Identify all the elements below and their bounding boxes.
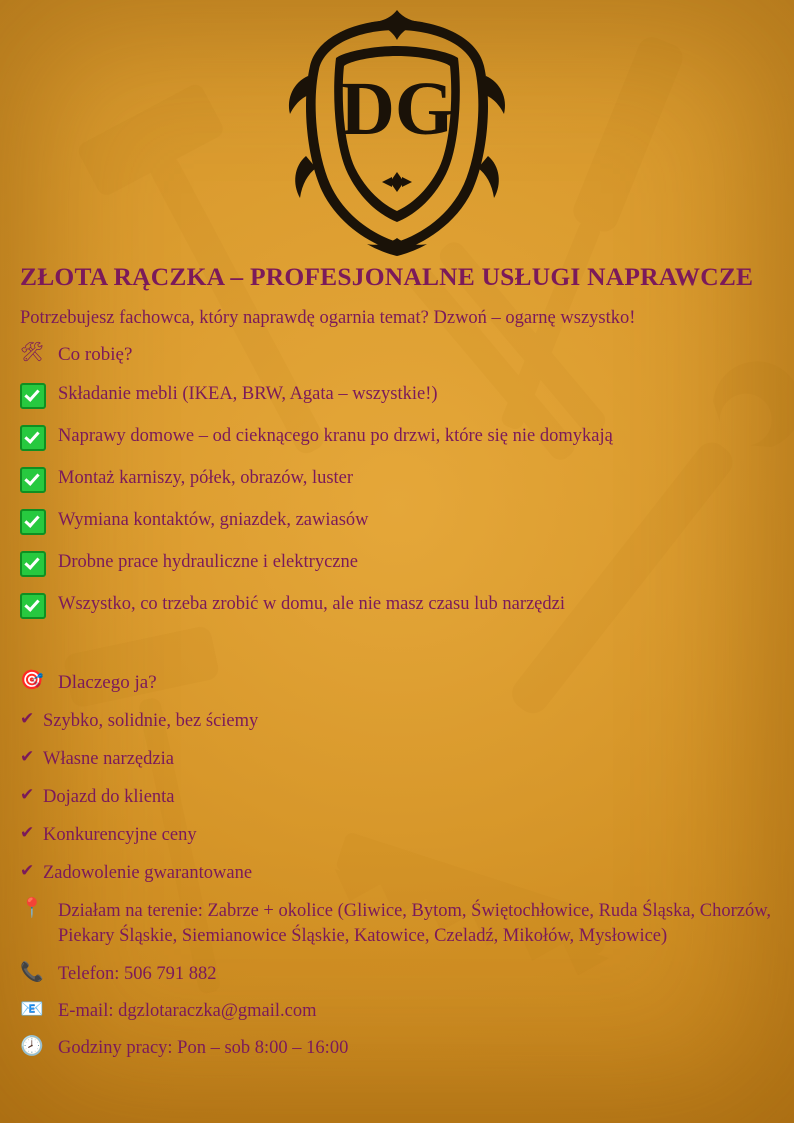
tick-icon: ✔ [20, 784, 35, 804]
service-area-label: Działam na terenie: Zabrze + okolice (Gliwice, Bytom, Świętochłowice, Ruda Śląska, Chorzów, Piekary Śląskie, Siemianowice Śląskie, Katowice, Czeladź, Mikołów, Mysłowice) [58, 901, 772, 947]
why-item-label: Szybko, solidnie, bez ściemy [43, 710, 259, 731]
tick-icon: ✔ [20, 708, 35, 728]
service-item [20, 509, 774, 535]
email-icon: 📧 [20, 998, 44, 1021]
why-item-label: Dojazd do klienta [43, 786, 175, 807]
dg-crest-logo [262, 6, 532, 256]
why-heading-label: Dlaczego ja? [58, 671, 157, 693]
why-item [20, 748, 774, 771]
why-item-label: Konkurencyjne ceny [43, 824, 197, 845]
check-icon [20, 551, 50, 577]
dart-icon: 🎯 [20, 668, 44, 691]
logo-monogram: DG [340, 67, 454, 151]
email-label[interactable]: E-mail: dgzlotaraczka@gmail.com [58, 1001, 317, 1022]
tools-icon: 🛠 [20, 341, 45, 363]
service-item [20, 551, 774, 577]
why-item [20, 710, 774, 733]
why-item [20, 862, 774, 885]
service-item-label: Drobne prace hydrauliczne i elektryczne [58, 551, 358, 572]
service-item [20, 467, 774, 493]
services-heading-label: Co robię? [58, 344, 133, 365]
check-icon [20, 509, 50, 535]
service-item-label: Montaż karniszy, półek, obrazów, luster [58, 467, 354, 488]
why-item [20, 786, 774, 809]
hours-row [20, 1037, 774, 1060]
page-title: ZŁOTA RĄCZKA – PROFESJONALNE USŁUGI NAPRAWCZE [20, 262, 754, 291]
logo-container [20, 0, 774, 256]
phone-row[interactable] [20, 963, 774, 986]
location-pin-icon: 📍 [20, 897, 44, 920]
why-item [20, 824, 774, 847]
tick-icon: ✔ [20, 822, 35, 842]
check-icon [20, 425, 50, 451]
service-item [20, 425, 774, 451]
tick-icon: ✔ [20, 746, 35, 766]
phone-label[interactable]: Telefon: 506 791 882 [58, 964, 217, 985]
service-item-label: Składanie mebli (IKEA, BRW, Agata – wszystkie!) [58, 383, 438, 404]
clock-icon: 🕗 [20, 1035, 44, 1058]
check-icon [20, 593, 50, 619]
why-item-label: Własne narzędzia [43, 748, 174, 769]
section-spacer [20, 619, 774, 657]
email-row[interactable] [20, 1000, 774, 1023]
service-item-label: Wymiana kontaktów, gniazdek, zawiasów [58, 509, 369, 530]
intro-text: Potrzebujesz fachowca, który naprawdę ogarnia temat? Dzwoń – ogarnę wszystko! [20, 308, 636, 328]
service-item [20, 383, 774, 409]
check-icon [20, 467, 50, 493]
why-heading [20, 668, 774, 695]
service-item-label: Naprawy domowe – od cieknącego kranu po drzwi, które się nie domykają [58, 425, 613, 446]
why-item-label: Zadowolenie gwarantowane [43, 863, 253, 883]
service-area [20, 899, 774, 949]
tick-icon: ✔ [20, 861, 35, 880]
check-icon [20, 383, 50, 409]
services-heading [20, 343, 774, 367]
service-item [20, 593, 774, 619]
phone-icon: 📞 [20, 961, 44, 984]
service-item-label: Wszystko, co trzeba zrobić w domu, ale nie masz czasu lub narzędzi [58, 593, 565, 614]
hours-label: Godziny pracy: Pon – sob 8:00 – 16:00 [58, 1038, 349, 1059]
